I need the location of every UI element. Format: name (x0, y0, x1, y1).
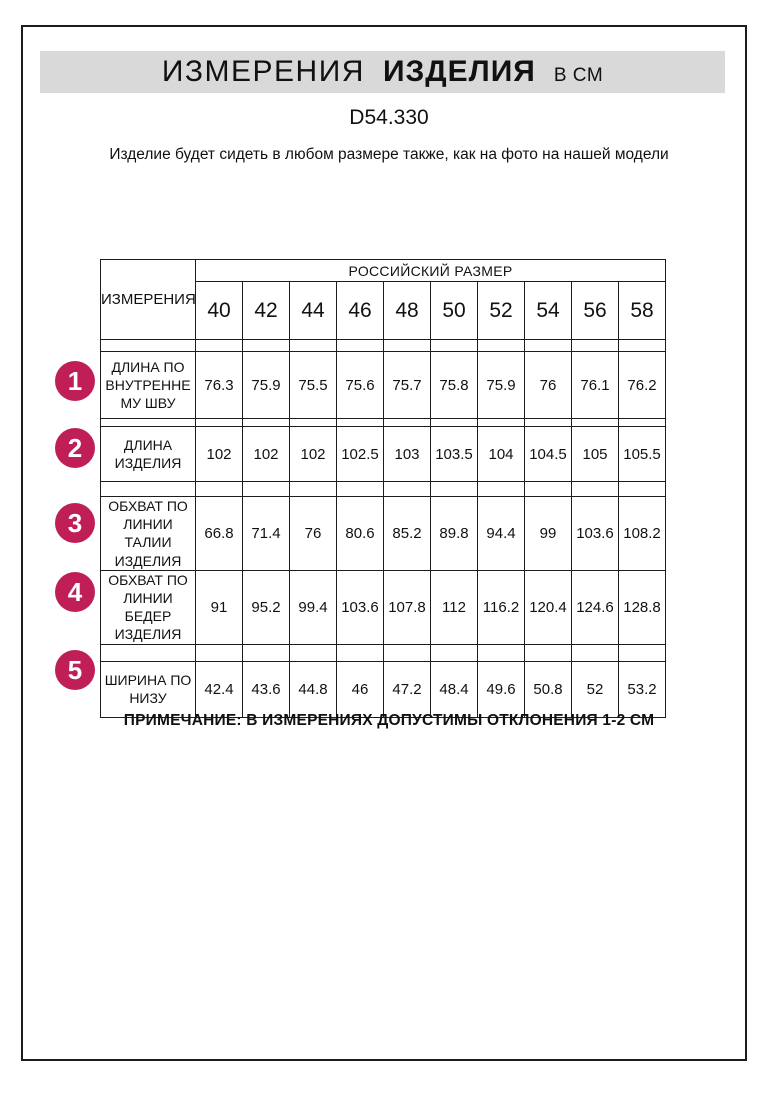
value-cell: 91 (196, 570, 243, 644)
measurement-label: ШИРИНА ПО НИЗУ (101, 661, 196, 717)
value-cell: 75.9 (478, 352, 525, 419)
row-number-badge: 2 (55, 428, 95, 468)
value-cell: 75.8 (431, 352, 478, 419)
row-number-badge: 3 (55, 503, 95, 543)
product-code: D54.330 (349, 106, 429, 129)
row-number-badge: 5 (55, 650, 95, 690)
spacer-row (101, 644, 666, 661)
value-cell: 112 (431, 570, 478, 644)
value-cell: 66.8 (196, 497, 243, 571)
value-cell: 43.6 (243, 661, 290, 717)
value-cell: 75.9 (243, 352, 290, 419)
value-cell: 105 (572, 427, 619, 482)
value-cell: 103.5 (431, 427, 478, 482)
size-header: 50 (431, 282, 478, 340)
table-row (101, 497, 666, 571)
page-title-word-2: ИЗДЕЛИЯ (382, 55, 536, 88)
value-cell: 76 (525, 352, 572, 419)
size-header: 48 (384, 282, 431, 340)
spacer-row (101, 419, 666, 427)
value-cell: 53.2 (619, 661, 666, 717)
value-cell: 75.7 (384, 352, 431, 419)
size-header: 46 (337, 282, 384, 340)
value-cell: 102.5 (337, 427, 384, 482)
value-cell: 75.6 (337, 352, 384, 419)
value-cell: 116.2 (478, 570, 525, 644)
size-header: 40 (196, 282, 243, 340)
measurement-label: ДЛИНА ИЗДЕЛИЯ (101, 427, 196, 482)
value-cell: 95.2 (243, 570, 290, 644)
fit-description: Изделие будет сидеть в любом размере также, как на фото на нашей модели (109, 146, 669, 163)
size-header: 42 (243, 282, 290, 340)
value-cell: 48.4 (431, 661, 478, 717)
spacer-row (101, 340, 666, 352)
value-cell: 99.4 (290, 570, 337, 644)
value-cell: 42.4 (196, 661, 243, 717)
measurements-table (100, 259, 666, 718)
page-title-word-1: ИЗМЕРЕНИЯ (161, 55, 365, 88)
spacer-row (101, 482, 666, 497)
value-cell: 103 (384, 427, 431, 482)
value-cell: 47.2 (384, 661, 431, 717)
measurements-column-header: ИЗМЕРЕНИЯ (101, 260, 196, 340)
value-cell: 80.6 (337, 497, 384, 571)
value-cell: 76.2 (619, 352, 666, 419)
value-cell: 89.8 (431, 497, 478, 571)
value-cell: 103.6 (572, 497, 619, 571)
value-cell: 124.6 (572, 570, 619, 644)
size-header: 52 (478, 282, 525, 340)
size-header: 44 (290, 282, 337, 340)
table-header-row-group (101, 260, 666, 282)
measurement-label: ОБХВАТ ПО ЛИНИИ ТАЛИИ ИЗДЕЛИЯ (101, 497, 196, 571)
size-header: 56 (572, 282, 619, 340)
value-cell: 105.5 (619, 427, 666, 482)
value-cell: 104.5 (525, 427, 572, 482)
value-cell: 107.8 (384, 570, 431, 644)
russian-size-group-header: РОССИЙСКИЙ РАЗМЕР (196, 260, 666, 282)
value-cell: 102 (290, 427, 337, 482)
value-cell: 85.2 (384, 497, 431, 571)
tolerance-note: ПРИМЕЧАНИЕ: В ИЗМЕРЕНИЯХ ДОПУСТИМЫ ОТКЛОНЕНИЯ 1-2 СМ (123, 712, 655, 729)
value-cell: 44.8 (290, 661, 337, 717)
value-cell: 76 (290, 497, 337, 571)
value-cell: 128.8 (619, 570, 666, 644)
table-row (101, 427, 666, 482)
value-cell: 103.6 (337, 570, 384, 644)
value-cell: 75.5 (290, 352, 337, 419)
size-header: 58 (619, 282, 666, 340)
value-cell: 99 (525, 497, 572, 571)
value-cell: 71.4 (243, 497, 290, 571)
measurement-label: ДЛИНА ПО ВНУТРЕННЕ МУ ШВУ (101, 352, 196, 419)
value-cell: 52 (572, 661, 619, 717)
table-row (101, 570, 666, 644)
title-bar (40, 51, 725, 93)
value-cell: 104 (478, 427, 525, 482)
value-cell: 120.4 (525, 570, 572, 644)
row-number-badge: 4 (55, 572, 95, 612)
value-cell: 102 (196, 427, 243, 482)
size-header: 54 (525, 282, 572, 340)
value-cell: 76.3 (196, 352, 243, 419)
row-number-badge: 1 (55, 361, 95, 401)
value-cell: 49.6 (478, 661, 525, 717)
value-cell: 46 (337, 661, 384, 717)
value-cell: 50.8 (525, 661, 572, 717)
value-cell: 76.1 (572, 352, 619, 419)
table-row (101, 661, 666, 717)
table-row (101, 352, 666, 419)
page-title-units: В СМ (553, 65, 604, 86)
measurement-label: ОБХВАТ ПО ЛИНИИ БЕДЕР ИЗДЕЛИЯ (101, 570, 196, 644)
value-cell: 94.4 (478, 497, 525, 571)
value-cell: 102 (243, 427, 290, 482)
value-cell: 108.2 (619, 497, 666, 571)
